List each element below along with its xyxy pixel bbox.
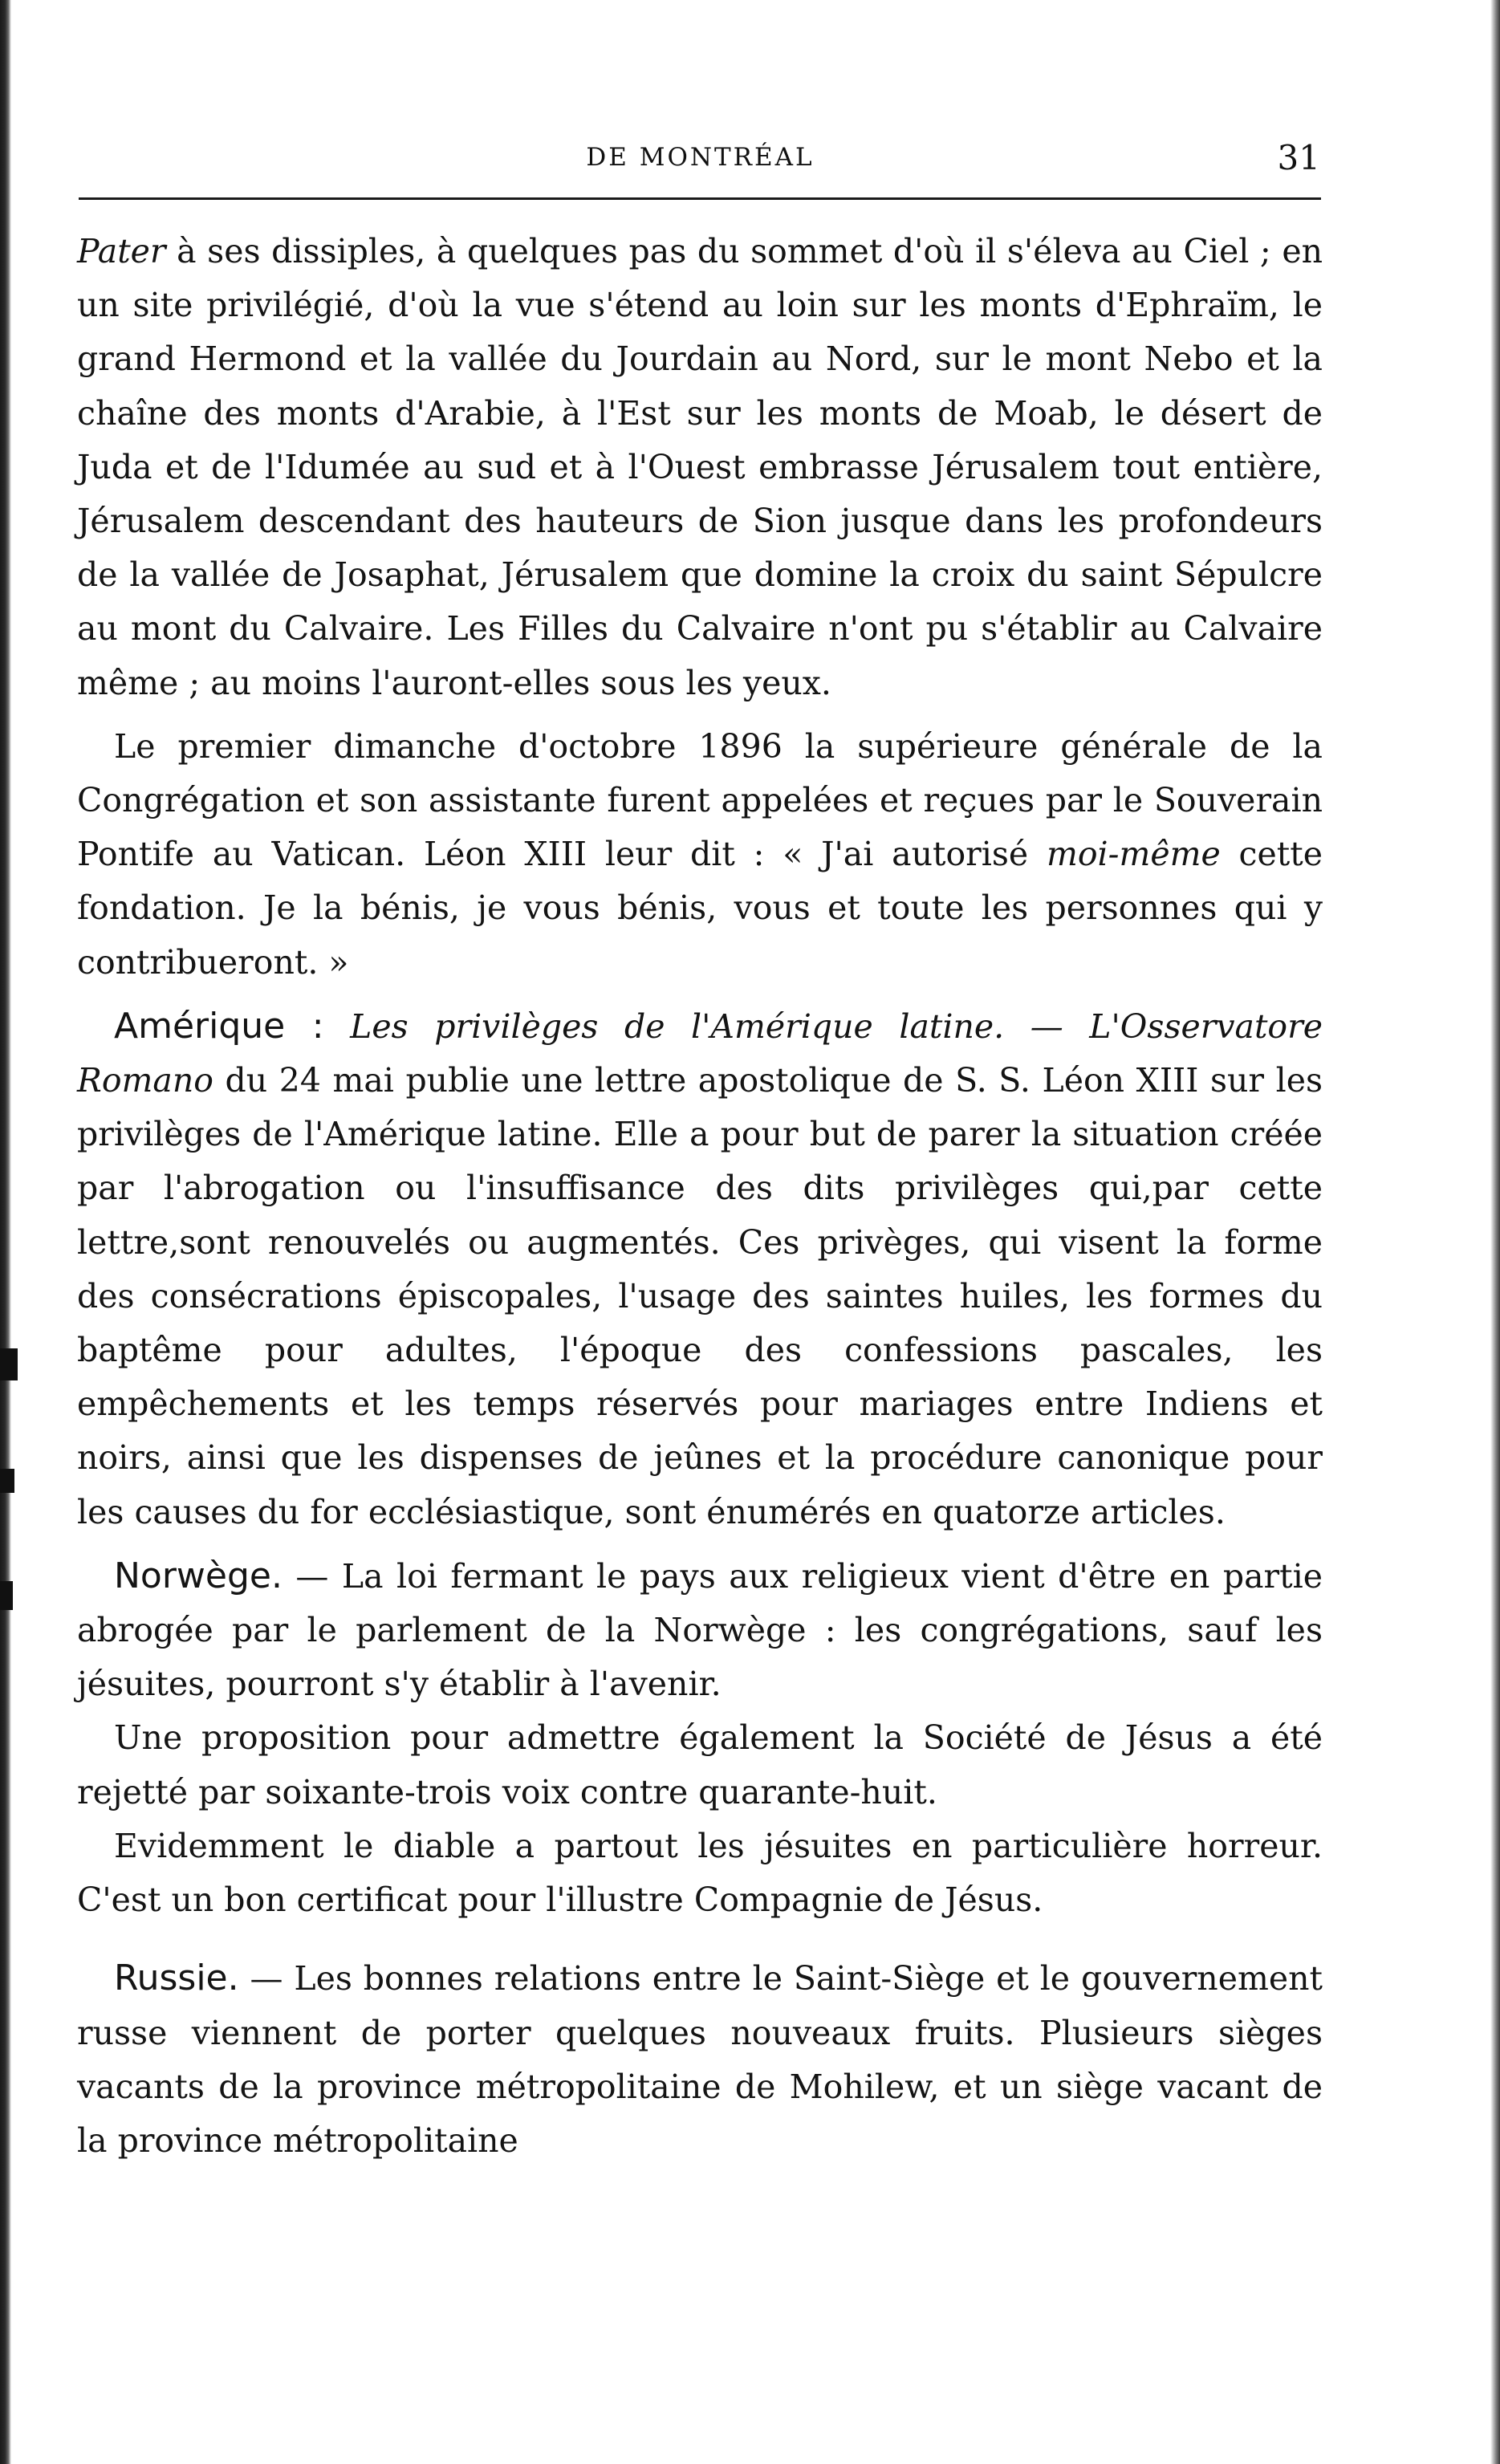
- page-number: 31: [1277, 138, 1320, 177]
- scan-left-edge: [0, 0, 11, 2464]
- section-heading-norwege: Norwège.: [114, 1555, 283, 1596]
- paragraph-norwege: [77, 1549, 1323, 1712]
- italic-phrase: moi-même: [1046, 835, 1221, 874]
- paragraph-russie: [77, 1951, 1323, 2168]
- paragraph-text: — La loi fermant le pays aux religieux vient d'être en partie abrogée par le parlement de la Norwège : les congrégations, sauf les jésuites, pourront s'y établir à l'avenir.: [77, 1556, 1323, 1704]
- section-heading-russie: Russie.: [114, 1958, 239, 1999]
- header-rule: [79, 197, 1321, 200]
- page-header: [80, 138, 1320, 186]
- paragraph-text: à ses dissiples, à quelques pas du sommet d'où il s'éleva au Ciel ; en un site privilégié, d'où la vue s'étend au loin sur les monts d'Ephraïm, le grand Hermond et la vallée du Jourdain au Nord, sur le mont Nebo et la chaîne des monts d'Arabie, à l'Est sur les monts de Moab, le désert de Juda et de l'Idumée au sud et à l'Ouest embrasse Jérusalem tout entière, Jérusalem descendant des hauteurs de Sion jusque dans les profondeurs de la vallée de Josaphat, Jérusalem que domine la croix du saint Sépulcre au mont du Calvaire. Les Filles du Calvaire n'ont pu s'établir au Calvaire même ; au moins l'auront-elles sous les yeux.: [77, 232, 1323, 702]
- paragraph-text: cette fondation. Je la bénis, je vous bénis, vous et toute les personnes qui y contribueront. »: [77, 835, 1323, 982]
- scan-speck: [0, 1581, 13, 1610]
- italic-title: Les privilèges de l'Amérique latine. — L'Osservatore Romano: [77, 1006, 1323, 1100]
- paragraph-text: Le premier dimanche d'octobre 1896 la supérieure générale de la Congrégation et son assistante furent appelées et reçues par le Souverain Pontife au Vatican. Léon XIII leur dit : « J'ai autorisé: [77, 726, 1323, 874]
- body-text: [77, 225, 1323, 2168]
- running-head: DE MONTRÉAL: [586, 143, 815, 172]
- paragraph-text: Une proposition pour admettre également la Société de Jésus a été rejetté par soixante-trois voix contre quarante-huit.: [77, 1718, 1323, 1811]
- paragraph-octobre-1896: [77, 720, 1323, 990]
- section-heading-amerique: Amérique :: [114, 1005, 324, 1047]
- paragraph-proposition: [77, 1711, 1323, 1819]
- paragraph-text: du 24 mai publie une lettre apostolique de S. S. Léon XIII sur les privilèges de l'Amérique latine. Elle a pour but de parer la situation créée par l'abrogation ou l'insuffisance des dits privilèges qui,par cette lettre,sont renouvelés ou augmentés. Ces privèges, qui visent la forme des consécrations épiscopales, l'usage des saintes huiles, les formes du baptême pour adultes, l'époque des confessions pascales, les empêchements et les temps réservés pour mariages entre Indiens et noirs, ainsi que les dispenses de jeûnes et la procédure canonique pour les causes du for ecclésiastique, sont énumérés en quatorze articles.: [77, 1061, 1323, 1531]
- scan-speck: [0, 1348, 18, 1380]
- italic-lead: Pater: [77, 232, 166, 270]
- paragraph-text: Evidemment le diable a partout les jésuites en particulière horreur. C'est un bon certificat pour l'illustre Compagnie de Jésus.: [77, 1826, 1323, 1920]
- scan-speck: [0, 1469, 14, 1493]
- paragraph-text: — Les bonnes relations entre le Saint-Siège et le gouvernement russe viennent de porter quelques nouveaux fruits. Plusieurs sièges vacants de la province métropolitaine de Mohilew, et un siège vacant de la province métropolitaine: [77, 1959, 1323, 2160]
- paragraph-pater: [77, 225, 1323, 710]
- paragraph-amerique: [77, 999, 1323, 1539]
- paragraph-evidemment: [77, 1820, 1323, 1927]
- scan-right-edge: [1490, 0, 1500, 2464]
